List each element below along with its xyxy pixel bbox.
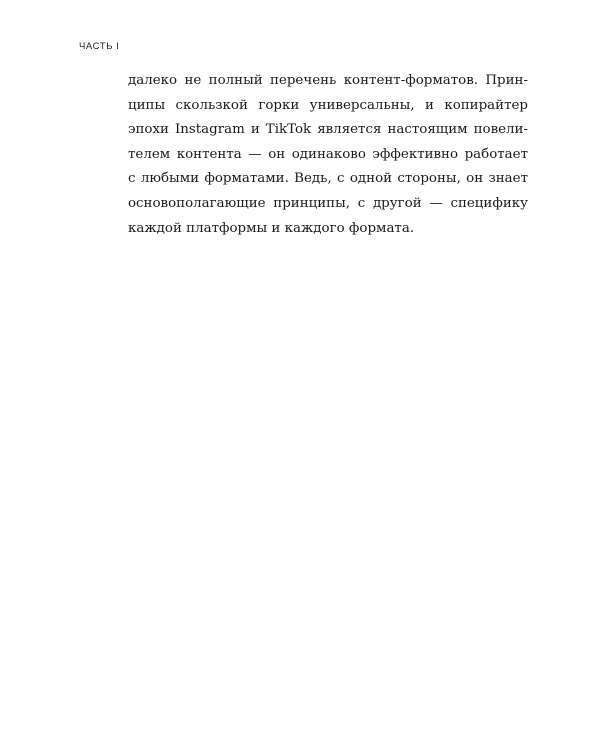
text-line: каждой платформы и каждого формата. — [128, 220, 415, 236]
running-head: ЧАСТЬ I — [79, 41, 120, 52]
text-line: ципы скользкой горки универсальны, и копирайтер — [128, 97, 528, 113]
text-line: основополагающие принципы, с другой — специфику — [128, 195, 528, 211]
body-paragraph — [128, 69, 528, 241]
text-line: с любыми форматами. Ведь, с одной стороны, он знает — [128, 171, 528, 187]
text-line: телем контента — он одинаково эффективно работает — [128, 146, 528, 162]
text-line: эпохи Instagram и TikTok является настоящим повели- — [128, 122, 528, 138]
text-line: далеко не полный перечень контент-форматов. Прин- — [128, 73, 528, 88]
